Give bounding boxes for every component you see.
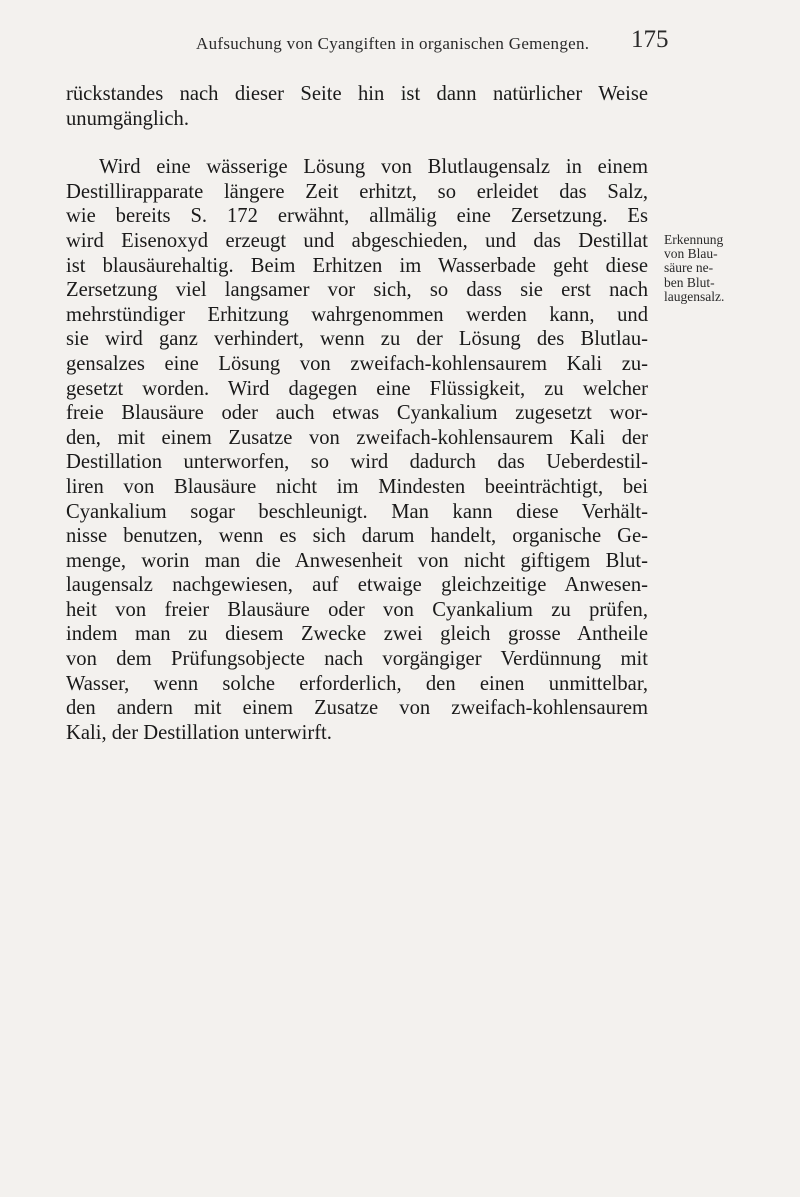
text-line: Kali, der Destillation unterwirft. bbox=[66, 721, 332, 744]
text-line: Cyankalium sogar beschleunigt. Man kann diese Verhält- bbox=[66, 500, 648, 523]
margin-note-line: ben Blut- bbox=[664, 274, 715, 290]
text-line: von dem Prüfungsobjecte nach vorgängiger Verdünnung mit bbox=[66, 648, 648, 671]
page-number: 175 bbox=[631, 26, 669, 53]
text-line: rückstandes nach dieser Seite hin ist dann natürlicher Weise bbox=[66, 83, 648, 105]
text-line: Destillirapparate längere Zeit erhitzt, so erleidet das Salz, bbox=[66, 180, 648, 203]
text-line: gesetzt worden. Wird dagegen eine Flüssigkeit, zu welcher bbox=[66, 377, 648, 400]
text-line: den andern mit einem Zusatze von zweifach-kohlensaurem bbox=[66, 697, 648, 720]
body-text bbox=[66, 82, 648, 745]
text-line: wie bereits S. 172 erwähnt, allmälig eine Zersetzung. Es bbox=[66, 205, 648, 228]
text-line: liren von Blausäure nicht im Mindesten beeinträchtigt, bei bbox=[66, 475, 648, 498]
paragraph-2 bbox=[66, 155, 648, 745]
text-line: Destillation unterworfen, so wird dadurch das Ueberdestil- bbox=[66, 451, 648, 474]
margin-note-line: von Blau- bbox=[664, 246, 718, 262]
text-line: ist blausäurehaltig. Beim Erhitzen im Wasserbade geht diese bbox=[66, 254, 648, 277]
text-line: mehrstündiger Erhitzung wahrgenommen werden kann, und bbox=[66, 303, 648, 326]
margin-note-line: Erkennung bbox=[664, 232, 724, 247]
text-line: Zersetzung viel langsamer vor sich, so dass sie erst nach bbox=[66, 279, 648, 302]
margin-note-line: säure ne- bbox=[664, 260, 714, 276]
text-line: den, mit einem Zusatze von zweifach-kohlensaurem Kali der bbox=[66, 426, 648, 449]
text-line: freie Blausäure oder auch etwas Cyankalium zugesetzt wor- bbox=[66, 402, 648, 425]
text-line: Wasser, wenn solche erforderlich, den einen unmittelbar, bbox=[66, 672, 648, 695]
margin-note-line: laugensalz. bbox=[664, 288, 725, 304]
text-line: Wird eine wässerige Lösung von Blutlaugensalz in einem bbox=[99, 156, 648, 179]
text-line: menge, worin man die Anwesenheit von nicht giftigem Blut- bbox=[66, 549, 648, 572]
paragraph-gap bbox=[66, 131, 648, 155]
running-title: Aufsuchung von Cyangiften in organischen Gemengen. bbox=[196, 34, 590, 53]
text-line: gensalzes eine Lösung von zweifach-kohlensaurem Kali zu- bbox=[66, 352, 648, 375]
text-line: sie wird ganz verhindert, wenn zu der Lösung des Blutlau- bbox=[66, 328, 648, 351]
text-line: unumgänglich. bbox=[66, 107, 189, 130]
paragraph-1 bbox=[66, 82, 648, 131]
text-line: heit von freier Blausäure oder von Cyankalium zu prüfen, bbox=[66, 598, 648, 621]
margin-note bbox=[664, 233, 724, 304]
text-line: wird Eisenoxyd erzeugt und abgeschieden, und das Destillat bbox=[66, 229, 648, 252]
text-line: indem man zu diesem Zwecke zwei gleich grosse Antheile bbox=[66, 623, 648, 646]
text-line: nisse benutzen, wenn es sich darum handelt, organische Ge- bbox=[66, 525, 648, 548]
text-line: laugensalz nachgewiesen, auf etwaige gleichzeitige Anwesen- bbox=[66, 574, 648, 597]
